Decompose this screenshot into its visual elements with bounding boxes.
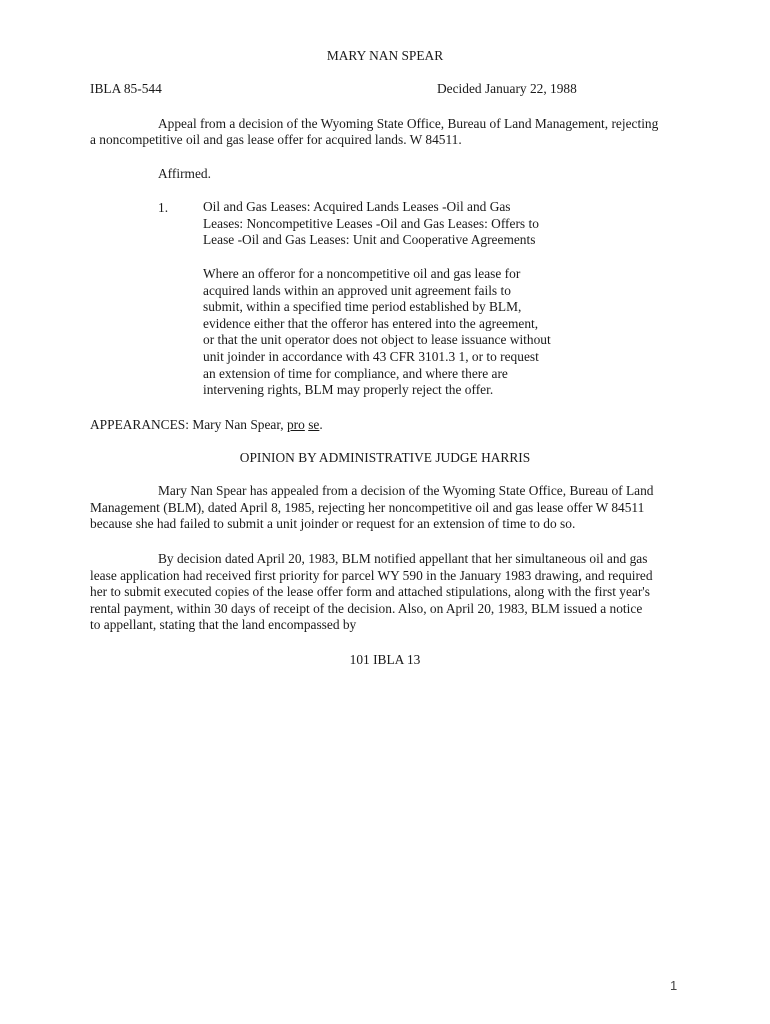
headnote-body-line: Where an offeror for a noncompetitive oil and gas lease for (203, 266, 521, 281)
page-number: 1 (670, 978, 678, 993)
paragraph-line: rental payment, within 30 days of receipt of the decision. Also, on April 20, 1983, BLM issued a notice (90, 600, 643, 616)
opinion-paragraph-1 (90, 483, 690, 533)
paragraph-line: By decision dated April 20, 1983, BLM notified appellant that her simultaneous oil and gas (158, 551, 648, 566)
paragraph-line: Mary Nan Spear has appealed from a decision of the Wyoming State Office, Bureau of Land (158, 483, 654, 498)
headnote-topic-line: Oil and Gas Leases: Acquired Lands Leases -Oil and Gas (203, 199, 511, 214)
headnote-body-line: evidence either that the offeror has entered into the agreement, (203, 315, 539, 331)
disposition: Affirmed. (158, 166, 211, 181)
appearances-label: APPEARANCES: Mary Nan Spear, (90, 417, 287, 432)
paragraph-line: Management (BLM), dated April 8, 1985, rejecting her noncompetitive oil and gas lease offer W 84511 (90, 499, 645, 515)
page-citation: 101 IBLA 13 (349, 652, 421, 667)
headnote-body (203, 266, 583, 399)
headnote-topic-line: Leases: Noncompetitive Leases -Oil and Gas Leases: Offers to (203, 215, 539, 231)
headnote-body-line: submit, within a specified time period established by BLM, (203, 299, 522, 315)
headnote-body-line: acquired lands within an approved unit agreement fails to (203, 282, 511, 298)
headnote-body-line: intervening rights, BLM may properly reject the offer. (203, 382, 494, 398)
opinion-paragraph-2 (90, 551, 690, 634)
opinion-heading: OPINION BY ADMINISTRATIVE JUDGE HARRIS (239, 450, 531, 465)
appeal-summary-line: Appeal from a decision of the Wyoming State Office, Bureau of Land Management, rejecting (158, 116, 659, 131)
headnote-body-line: or that the unit operator does not object to lease issuance without (203, 332, 551, 348)
docket-number: IBLA 85-544 (90, 81, 162, 96)
appeal-summary-line: a noncompetitive oil and gas lease offer for acquired lands. W 84511. (90, 132, 462, 147)
paragraph-line: because she had failed to submit a unit joinder or request for an extension of time to do so. (90, 516, 576, 532)
pro-text: pro (286, 417, 305, 432)
headnote-body-line: unit joinder in accordance with 43 CFR 3101.3 1, or to request (203, 348, 539, 364)
appearances-end: . (319, 417, 323, 432)
headnote-body-line: an extension of time for compliance, and where there are (203, 365, 508, 381)
headnote-number: 1. (158, 200, 169, 215)
appearances (90, 416, 323, 433)
paragraph-line: to appellant, stating that the land encompassed by (90, 617, 357, 633)
paragraph-line: her to submit executed copies of the lease offer form and attached stipulations, along with the first year's (90, 584, 650, 600)
headnote-topics (203, 199, 583, 249)
case-title: MARY NAN SPEAR (326, 48, 444, 63)
paragraph-line: lease application had received first priority for parcel WY 590 in the January 1983 drawing, and required (90, 567, 653, 583)
headnote-topic-line: Lease -Oil and Gas Leases: Unit and Cooperative Agreements (203, 232, 536, 248)
decision-date: Decided January 22, 1988 (437, 81, 577, 96)
se-text: se (308, 417, 320, 432)
